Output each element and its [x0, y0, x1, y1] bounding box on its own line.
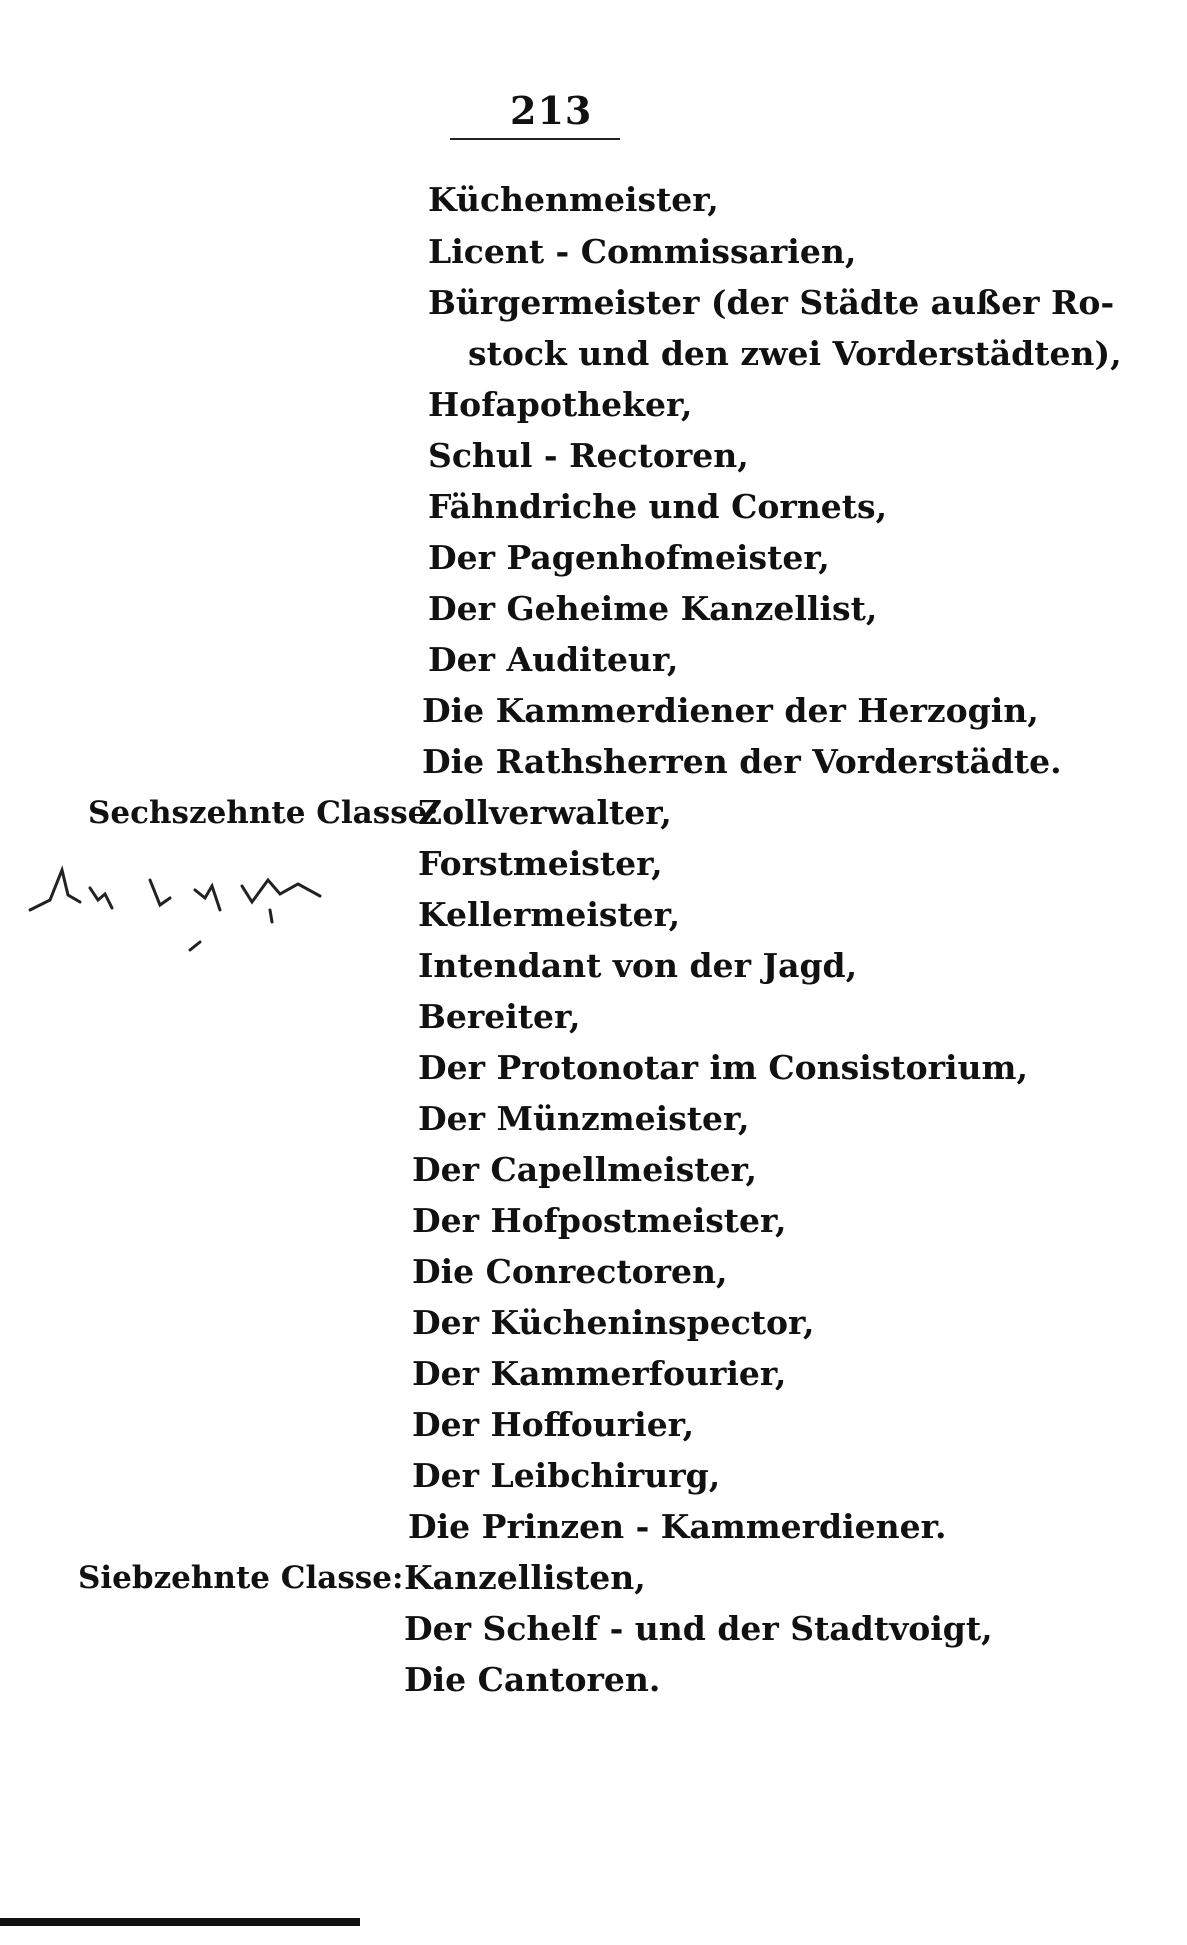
- entry-line: Der Pagenhofmeister,: [428, 538, 830, 577]
- page-number: 213: [510, 88, 593, 133]
- entry-line: Die Rathsherren der Vorderstädte.: [422, 742, 1062, 781]
- entry-line: Fähndriche und Cornets,: [428, 487, 888, 526]
- entry-line: Der Protonotar im Consistorium,: [418, 1048, 1028, 1087]
- page-edge-shadow: [0, 1918, 360, 1926]
- entry-line: Zollverwalter,: [418, 793, 672, 832]
- class-label-seventeenth: Siebzehnte Classe:: [78, 1560, 404, 1596]
- entry-line: Die Kammerdiener der Herzogin,: [422, 691, 1039, 730]
- entry-line: Bürgermeister (der Städte außer Ro-: [428, 283, 1115, 322]
- entry-line: Kanzellisten,: [404, 1558, 646, 1597]
- entry-line: Forstmeister,: [418, 844, 663, 883]
- entry-line: Der Kücheninspector,: [412, 1303, 815, 1342]
- entry-line: Der Geheime Kanzellist,: [428, 589, 878, 628]
- entry-line: Intendant von der Jagd,: [418, 946, 858, 985]
- entry-line: Der Schelf - und der Stadtvoigt,: [404, 1609, 993, 1648]
- entry-line: Der Hofpostmeister,: [412, 1201, 787, 1240]
- entry-line: Kellermeister,: [418, 895, 681, 934]
- entry-line: stock und den zwei Vorderstädten),: [468, 334, 1122, 373]
- entry-line: Die Prinzen - Kammerdiener.: [408, 1507, 947, 1546]
- header-rule: [450, 138, 620, 140]
- entry-line: Der Münzmeister,: [418, 1099, 750, 1138]
- entry-line: Licent - Commissarien,: [428, 232, 857, 271]
- entry-line: Hofapotheker,: [428, 385, 693, 424]
- class-label-sixteenth: Sechszehnte Classe:: [88, 795, 439, 831]
- entry-line: Der Kammerfourier,: [412, 1354, 787, 1393]
- pencil-scribble: [20, 850, 340, 960]
- entry-line: Bereiter,: [418, 997, 581, 1036]
- entry-line: Die Conrectoren,: [412, 1252, 728, 1291]
- entry-line: Schul - Rectoren,: [428, 436, 749, 475]
- entry-line: Küchenmeister,: [428, 180, 719, 219]
- entry-line: Der Leibchirurg,: [412, 1456, 721, 1495]
- entry-line: Die Cantoren.: [404, 1660, 661, 1699]
- entry-line: Der Capellmeister,: [412, 1150, 758, 1189]
- entry-line: Der Auditeur,: [428, 640, 679, 679]
- entry-line: Der Hoffourier,: [412, 1405, 695, 1444]
